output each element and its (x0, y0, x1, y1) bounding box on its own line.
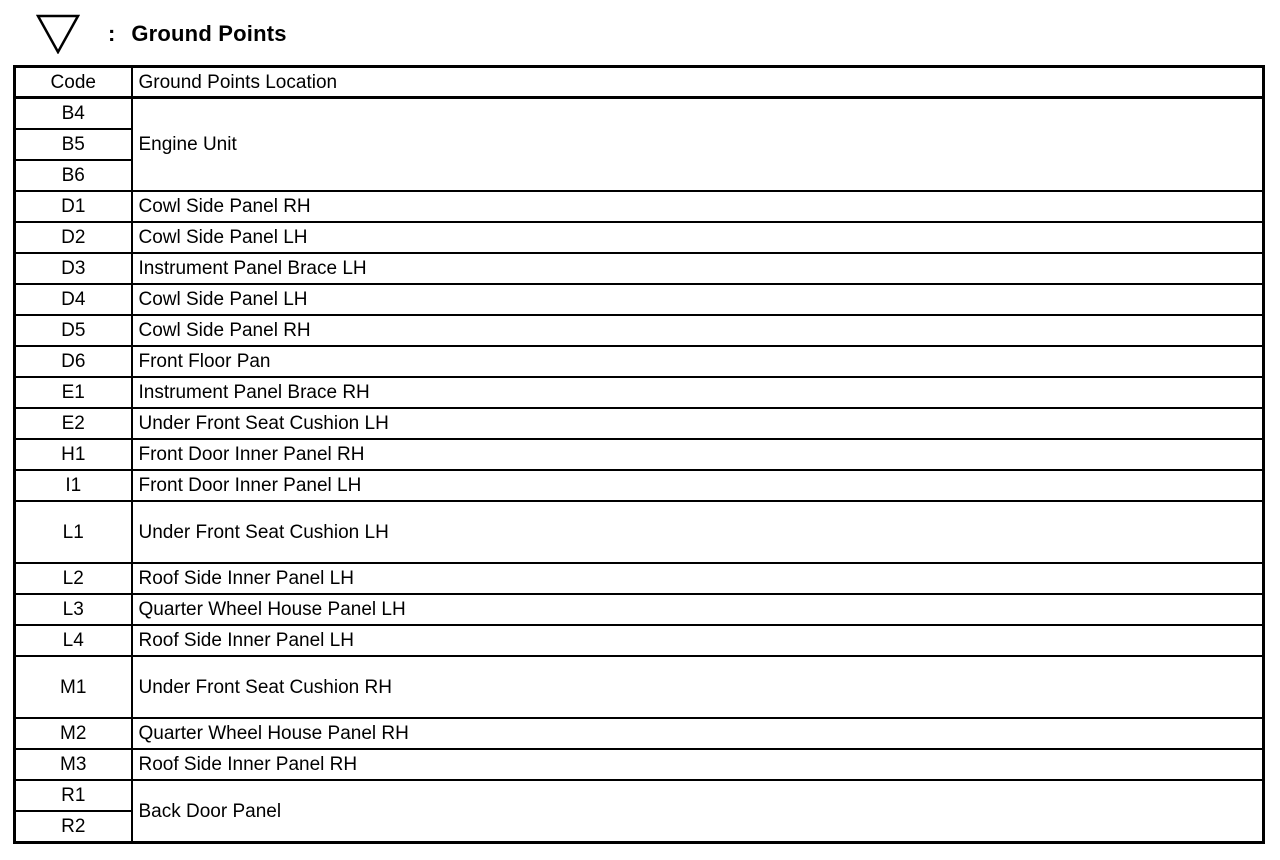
location-cell: Cowl Side Panel LH (132, 222, 1264, 253)
code-cell: D3 (15, 253, 132, 284)
location-cell: Quarter Wheel House Panel RH (132, 718, 1264, 749)
location-cell: Cowl Side Panel RH (132, 191, 1264, 222)
ground-points-table (13, 65, 1265, 844)
code-cell: H1 (15, 439, 132, 470)
location-cell: Roof Side Inner Panel LH (132, 625, 1264, 656)
table-row (15, 625, 1264, 656)
location-cell: Instrument Panel Brace LH (132, 253, 1264, 284)
code-cell: D1 (15, 191, 132, 222)
table-row (15, 191, 1264, 222)
table-row (15, 563, 1264, 594)
code-cell: B5 (15, 129, 132, 160)
legend-title: Ground Points (131, 21, 287, 46)
code-cell: M1 (15, 656, 132, 718)
table-row (15, 501, 1264, 563)
table-header-row (15, 67, 1264, 98)
table-row (15, 253, 1264, 284)
location-cell: Cowl Side Panel RH (132, 315, 1264, 346)
location-cell: Quarter Wheel House Panel LH (132, 594, 1264, 625)
location-cell: Roof Side Inner Panel RH (132, 749, 1264, 780)
code-cell: R1 (15, 780, 132, 811)
location-cell: Front Door Inner Panel LH (132, 470, 1264, 501)
table-row (15, 284, 1264, 315)
code-cell: L4 (15, 625, 132, 656)
table-row (15, 656, 1264, 718)
code-cell: D6 (15, 346, 132, 377)
table-row (15, 594, 1264, 625)
table-row (15, 718, 1264, 749)
table-row (15, 749, 1264, 780)
code-cell: E1 (15, 377, 132, 408)
location-cell: Engine Unit (132, 98, 1264, 192)
code-cell: I1 (15, 470, 132, 501)
code-column-header: Code (15, 67, 132, 98)
legend-colon: : (108, 21, 116, 46)
location-cell: Front Door Inner Panel RH (132, 439, 1264, 470)
location-column-header: Ground Points Location (132, 67, 1264, 98)
code-cell: D2 (15, 222, 132, 253)
table-row (15, 780, 1264, 811)
table-row (15, 315, 1264, 346)
location-cell: Back Door Panel (132, 780, 1264, 843)
code-cell: M3 (15, 749, 132, 780)
location-cell: Roof Side Inner Panel LH (132, 563, 1264, 594)
location-cell: Instrument Panel Brace RH (132, 377, 1264, 408)
table-row (15, 222, 1264, 253)
table-row (15, 98, 1264, 130)
code-cell: L3 (15, 594, 132, 625)
table-row (15, 470, 1264, 501)
table-row (15, 408, 1264, 439)
location-cell: Front Floor Pan (132, 346, 1264, 377)
ground-triangle-icon (36, 14, 80, 54)
code-cell: L1 (15, 501, 132, 563)
table-row (15, 439, 1264, 470)
code-cell: M2 (15, 718, 132, 749)
code-cell: L2 (15, 563, 132, 594)
table-row (15, 377, 1264, 408)
location-cell: Under Front Seat Cushion LH (132, 408, 1264, 439)
location-cell: Under Front Seat Cushion LH (132, 501, 1264, 563)
code-cell: B4 (15, 98, 132, 130)
table-row (15, 346, 1264, 377)
location-cell: Cowl Side Panel LH (132, 284, 1264, 315)
code-cell: R2 (15, 811, 132, 843)
code-cell: D4 (15, 284, 132, 315)
code-cell: B6 (15, 160, 132, 191)
legend (36, 12, 287, 56)
location-cell: Under Front Seat Cushion RH (132, 656, 1264, 718)
code-cell: E2 (15, 408, 132, 439)
code-cell: D5 (15, 315, 132, 346)
